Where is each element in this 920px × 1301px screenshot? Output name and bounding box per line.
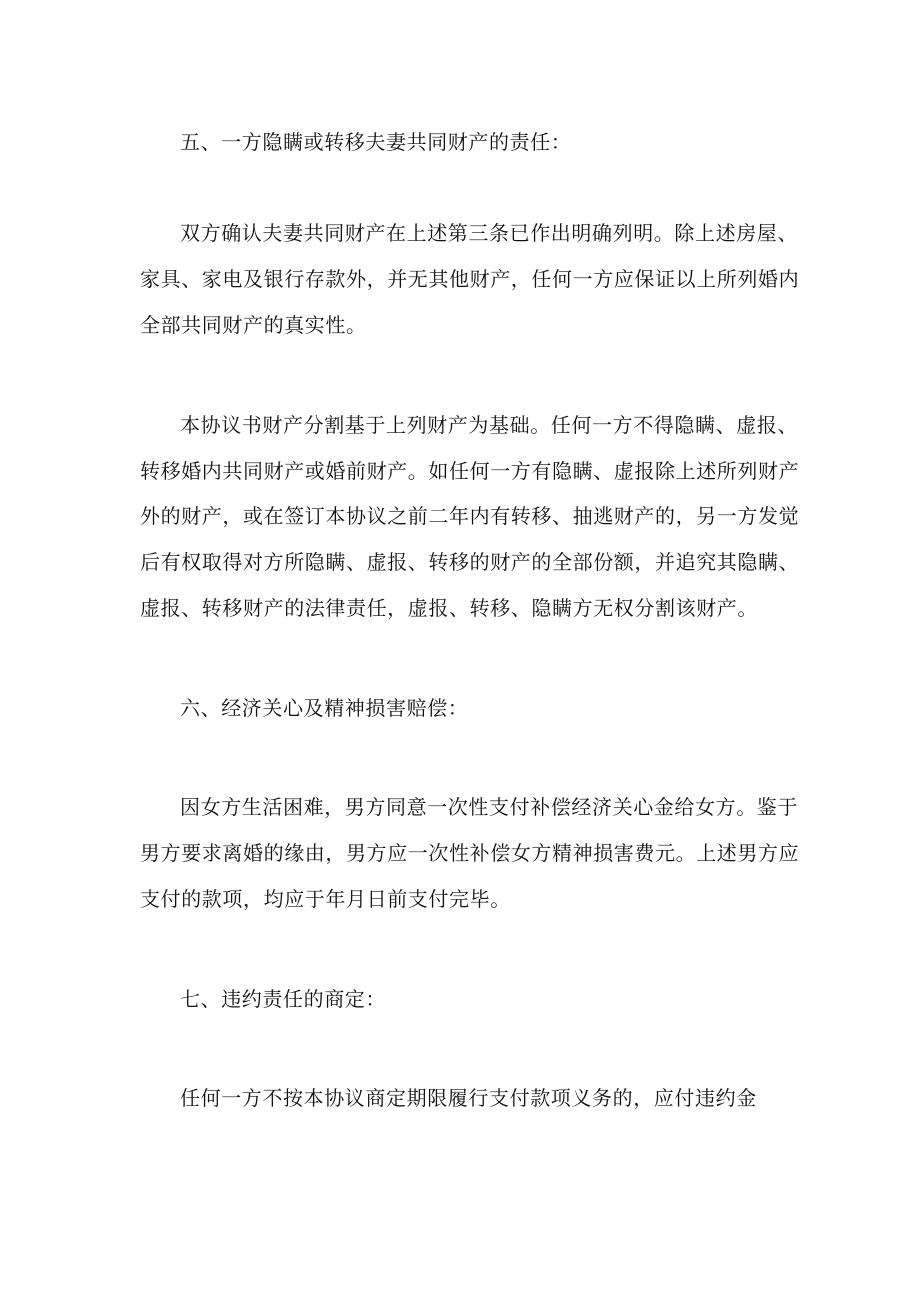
section-6-heading: 六、经济关心及精神损害赔偿： [180,696,469,720]
section-5-para-1-line-2: 家具、家电及银行存款外，并无其他财产，任何一方应保证以上所列婚内 [140,267,800,291]
section-5-para-2-line-4: 后有权取得对方所隐瞒、虚报、转移的财产的全部份额，并追究其隐瞒、 [140,550,800,574]
section-7-heading: 七、违约责任的商定： [180,987,386,1011]
section-6-para-1-line-1: 因女方生活困难，男方同意一次性支付补偿经济关心金给女方。鉴于 [180,795,798,819]
section-5-para-2-line-3: 外的财产，或在签订本协议之前二年内有转移、抽逃财产的，另一方发觉 [140,504,800,528]
section-5-heading: 五、一方隐瞒或转移夫妻共同财产的责任： [180,130,572,154]
section-6-para-1-line-2: 男方要求离婚的缘由，男方应一次性补偿女方精神损害费元。上述男方应 [140,841,800,865]
section-5-para-2-line-5: 虚报、转移财产的法律责任，虚报、转移、隐瞒方无权分割该财产。 [140,596,758,620]
section-5-para-1-line-1: 双方确认夫妻共同财产在上述第三条已作出明确列明。除上述房屋、 [180,221,798,245]
section-5-para-1-line-3: 全部共同财产的真实性。 [140,313,367,337]
section-5-para-2-line-1: 本协议书财产分割基于上列财产为基础。任何一方不得隐瞒、虚报、 [180,413,798,437]
section-6-para-1-line-3: 支付的款项，均应于年月日前支付完毕。 [140,887,511,911]
section-5-para-2-line-2: 转移婚内共同财产或婚前财产。如任何一方有隐瞒、虚报除上述所列财产 [140,459,800,483]
section-7-para-1-line-1: 任何一方不按本协议商定期限履行支付款项义务的，应付违约金 [180,1086,757,1110]
